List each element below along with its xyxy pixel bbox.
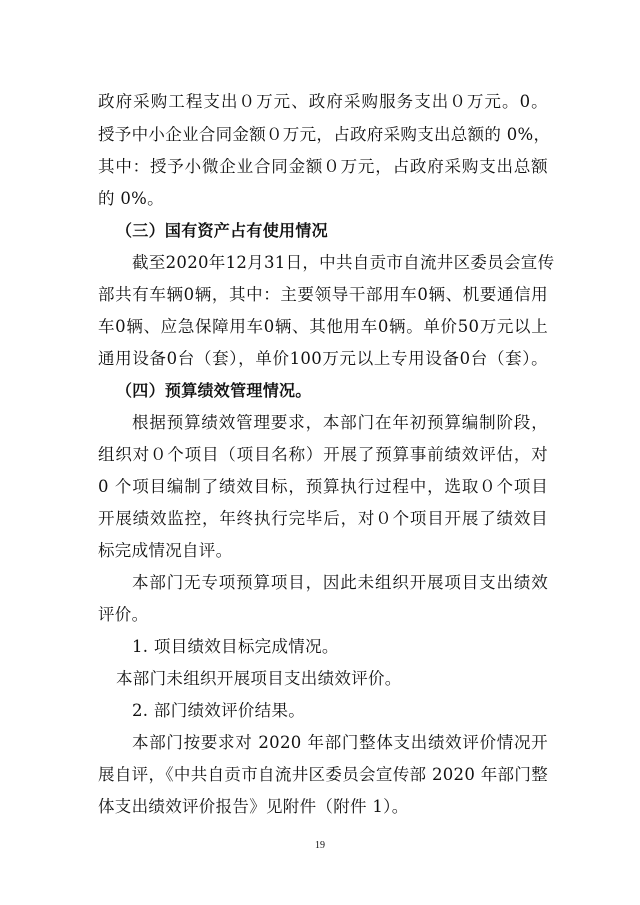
paragraph-line: 本部门无专项预算项目，因此未组织开展项目支出绩效: [132, 573, 548, 592]
list-item-heading: 1. 项目绩效目标完成情况。: [132, 637, 339, 656]
paragraph-line: 开展绩效监控，年终执行完毕后，对０个项目开展了绩效目: [98, 509, 548, 528]
paragraph-line: 组织对０个项目（项目名称）开展了预算事前绩效评估，对: [98, 445, 548, 464]
paragraph-line: 其中：授予小微企业合同金额０万元，占政府采购支出总额: [98, 157, 548, 176]
paragraph-line: 政府采购工程支出０万元、政府采购服务支出０万元。0。: [98, 92, 548, 111]
paragraph-line: 评价。: [98, 605, 149, 624]
section-heading-assets: （三）国有资产占有使用情况: [116, 221, 328, 240]
paragraph-line: 0 个项目编制了绩效目标，预算执行过程中，选取０个项目: [98, 477, 548, 496]
paragraph-line: 的 0%。: [98, 189, 164, 208]
paragraph-line: 截至2020年12月31日，中共自贡市自流井区委员会宣传: [132, 253, 555, 272]
list-item-heading: 2. 部门绩效评价结果。: [132, 701, 306, 720]
paragraph-line: 授予中小企业合同金额０万元，占政府采购支出总额的 0%，: [98, 125, 551, 144]
paragraph-line: 体支出绩效评价报告》见附件（附件 1）。: [98, 797, 409, 816]
paragraph-line: 根据预算绩效管理要求，本部门在年初预算编制阶段，: [132, 413, 548, 432]
paragraph-line: 部共有车辆0辆，其中：主要领导干部用车0辆、机要通信用: [98, 285, 548, 304]
page-number: 19: [315, 840, 325, 851]
paragraph-line: 标完成情况自评。: [98, 541, 233, 560]
paragraph-line: 展自评，《中共自贡市自流井区委员会宣传部 2020 年部门整: [98, 765, 548, 784]
paragraph-line: 车0辆、应急保障用车0辆、其他用车0辆。单价50万元以上: [98, 317, 548, 336]
section-heading-performance: （四）预算绩效管理情况。: [116, 381, 312, 400]
paragraph-line: 通用设备0台（套），单价100万元以上专用设备0台（套）。: [98, 349, 548, 368]
paragraph-line: 本部门按要求对 2020 年部门整体支出绩效评价情况开: [132, 733, 548, 752]
paragraph-line: 本部门未组织开展项目支出绩效评价。: [116, 669, 402, 688]
